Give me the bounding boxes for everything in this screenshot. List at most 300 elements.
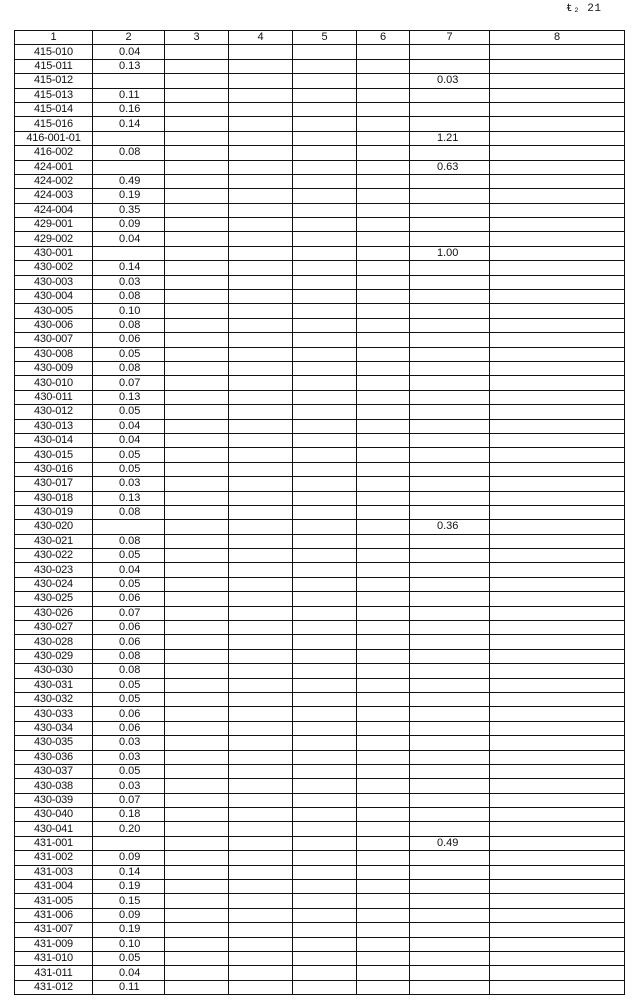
- cell-col8: [490, 952, 625, 966]
- cell-code: 415-013: [15, 88, 93, 102]
- cell-col2: 0.19: [93, 880, 165, 894]
- cell-col7: [410, 174, 490, 188]
- cell-col6: [357, 808, 410, 822]
- cell-col3: [165, 880, 229, 894]
- cell-code: 430-002: [15, 261, 93, 275]
- table-row: [15, 606, 625, 620]
- table-row: [15, 131, 625, 145]
- cell-col7: [410, 491, 490, 505]
- cell-col3: [165, 160, 229, 174]
- cell-col6: [357, 131, 410, 145]
- cell-col7: [410, 361, 490, 375]
- cell-col7: [410, 390, 490, 404]
- cell-col2: 0.08: [93, 318, 165, 332]
- table-row: [15, 448, 625, 462]
- cell-col8: [490, 232, 625, 246]
- table-row: [15, 621, 625, 635]
- cell-col4: [229, 390, 293, 404]
- table-body: [15, 45, 625, 995]
- cell-col7: [410, 678, 490, 692]
- cell-col6: [357, 59, 410, 73]
- table-row: [15, 793, 625, 807]
- cell-col4: [229, 880, 293, 894]
- cell-col7: [410, 952, 490, 966]
- cell-col2: 0.08: [93, 664, 165, 678]
- cell-col2: 0.14: [93, 865, 165, 879]
- cell-col7: [410, 793, 490, 807]
- cell-col8: [490, 45, 625, 59]
- cell-col6: [357, 865, 410, 879]
- cell-col4: [229, 563, 293, 577]
- column-header-2: 2: [93, 31, 165, 45]
- cell-col6: [357, 894, 410, 908]
- cell-col5: [293, 779, 357, 793]
- cell-col5: [293, 505, 357, 519]
- cell-col6: [357, 707, 410, 721]
- cell-col4: [229, 649, 293, 663]
- cell-col6: [357, 491, 410, 505]
- cell-col2: 0.03: [93, 275, 165, 289]
- cell-col4: [229, 851, 293, 865]
- cell-col3: [165, 577, 229, 591]
- table-row: [15, 333, 625, 347]
- table-row: [15, 218, 625, 232]
- cell-col5: [293, 966, 357, 980]
- cell-col4: [229, 246, 293, 260]
- cell-col6: [357, 448, 410, 462]
- table-row: [15, 707, 625, 721]
- cell-col6: [357, 477, 410, 491]
- cell-col7: [410, 750, 490, 764]
- cell-col8: [490, 563, 625, 577]
- cell-col5: [293, 275, 357, 289]
- cell-col5: [293, 160, 357, 174]
- cell-col2: 0.10: [93, 937, 165, 951]
- cell-code: 430-007: [15, 333, 93, 347]
- cell-code: 430-034: [15, 721, 93, 735]
- cell-col4: [229, 707, 293, 721]
- table-row: [15, 880, 625, 894]
- table-row: [15, 865, 625, 879]
- table-row: [15, 290, 625, 304]
- cell-col6: [357, 836, 410, 850]
- cell-col3: [165, 59, 229, 73]
- cell-col8: [490, 520, 625, 534]
- cell-col6: [357, 664, 410, 678]
- cell-col4: [229, 534, 293, 548]
- cell-col2: 0.10: [93, 304, 165, 318]
- cell-col2: 0.04: [93, 433, 165, 447]
- table-row: [15, 779, 625, 793]
- cell-col6: [357, 606, 410, 620]
- cell-col3: [165, 203, 229, 217]
- table-row: [15, 505, 625, 519]
- cell-col7: [410, 333, 490, 347]
- cell-col4: [229, 361, 293, 375]
- cell-code: 430-028: [15, 635, 93, 649]
- cell-col7: [410, 261, 490, 275]
- cell-col8: [490, 880, 625, 894]
- cell-col6: [357, 390, 410, 404]
- table-row: [15, 923, 625, 937]
- cell-col3: [165, 433, 229, 447]
- cell-col6: [357, 851, 410, 865]
- table-row: [15, 520, 625, 534]
- cell-col3: [165, 491, 229, 505]
- cell-col3: [165, 822, 229, 836]
- cell-col8: [490, 59, 625, 73]
- cell-col3: [165, 779, 229, 793]
- cell-col5: [293, 376, 357, 390]
- cell-code: 431-012: [15, 980, 93, 994]
- cell-col5: [293, 764, 357, 778]
- cell-col5: [293, 952, 357, 966]
- cell-col5: [293, 491, 357, 505]
- cell-code: 415-016: [15, 117, 93, 131]
- cell-col6: [357, 246, 410, 260]
- table-row: [15, 160, 625, 174]
- cell-col3: [165, 923, 229, 937]
- cell-col7: [410, 808, 490, 822]
- cell-col3: [165, 448, 229, 462]
- cell-col7: [410, 736, 490, 750]
- cell-col2: 0.05: [93, 549, 165, 563]
- cell-col2: [93, 160, 165, 174]
- cell-code: 424-004: [15, 203, 93, 217]
- cell-col6: [357, 649, 410, 663]
- cell-col5: [293, 793, 357, 807]
- page-number: ᵵ₂ 21: [566, 3, 602, 15]
- cell-col8: [490, 678, 625, 692]
- cell-col4: [229, 462, 293, 476]
- cell-col8: [490, 721, 625, 735]
- cell-col2: 0.07: [93, 606, 165, 620]
- cell-code: 424-001: [15, 160, 93, 174]
- table-row: [15, 534, 625, 548]
- cell-col3: [165, 45, 229, 59]
- cell-col2: 0.08: [93, 505, 165, 519]
- cell-col5: [293, 808, 357, 822]
- cell-col5: [293, 606, 357, 620]
- cell-col3: [165, 376, 229, 390]
- cell-col3: [165, 836, 229, 850]
- cell-col4: [229, 88, 293, 102]
- cell-col8: [490, 433, 625, 447]
- cell-col3: [165, 275, 229, 289]
- cell-col8: [490, 606, 625, 620]
- cell-code: 430-023: [15, 563, 93, 577]
- cell-col5: [293, 894, 357, 908]
- cell-col6: [357, 290, 410, 304]
- cell-col2: 0.05: [93, 462, 165, 476]
- cell-col4: [229, 74, 293, 88]
- cell-col4: [229, 793, 293, 807]
- cell-col3: [165, 750, 229, 764]
- cell-col4: [229, 333, 293, 347]
- cell-col2: 0.04: [93, 232, 165, 246]
- table-row: [15, 347, 625, 361]
- cell-col5: [293, 433, 357, 447]
- cell-code: 430-019: [15, 505, 93, 519]
- table-row: [15, 477, 625, 491]
- cell-col8: [490, 146, 625, 160]
- cell-col6: [357, 779, 410, 793]
- cell-col5: [293, 635, 357, 649]
- table-row: [15, 361, 625, 375]
- cell-col8: [490, 534, 625, 548]
- cell-col7: [410, 664, 490, 678]
- cell-code: 416-001-01: [15, 131, 93, 145]
- table-row: [15, 937, 625, 951]
- cell-col4: [229, 505, 293, 519]
- cell-col2: 0.05: [93, 952, 165, 966]
- cell-col3: [165, 721, 229, 735]
- table-row: [15, 203, 625, 217]
- cell-col5: [293, 721, 357, 735]
- cell-col5: [293, 203, 357, 217]
- cell-col3: [165, 520, 229, 534]
- cell-col7: [410, 433, 490, 447]
- cell-col6: [357, 462, 410, 476]
- column-header-1: 1: [15, 31, 93, 45]
- cell-col7: [410, 146, 490, 160]
- cell-col6: [357, 923, 410, 937]
- cell-col4: [229, 664, 293, 678]
- cell-col7: [410, 88, 490, 102]
- cell-col5: [293, 621, 357, 635]
- cell-col4: [229, 405, 293, 419]
- cell-col5: [293, 750, 357, 764]
- cell-col4: [229, 189, 293, 203]
- cell-col5: [293, 937, 357, 951]
- cell-col6: [357, 592, 410, 606]
- column-header-4: 4: [229, 31, 293, 45]
- cell-code: 431-009: [15, 937, 93, 951]
- cell-col8: [490, 160, 625, 174]
- cell-col2: 0.05: [93, 577, 165, 591]
- cell-col3: [165, 937, 229, 951]
- cell-code: 430-024: [15, 577, 93, 591]
- cell-col8: [490, 851, 625, 865]
- cell-col2: 0.05: [93, 764, 165, 778]
- cell-col3: [165, 966, 229, 980]
- cell-col2: 0.11: [93, 980, 165, 994]
- cell-code: 431-003: [15, 865, 93, 879]
- cell-col6: [357, 405, 410, 419]
- cell-col2: 0.08: [93, 146, 165, 160]
- cell-col6: [357, 174, 410, 188]
- table-row: [15, 908, 625, 922]
- cell-col4: [229, 419, 293, 433]
- cell-col7: [410, 347, 490, 361]
- cell-code: 431-004: [15, 880, 93, 894]
- cell-col5: [293, 333, 357, 347]
- table-row: [15, 304, 625, 318]
- cell-col4: [229, 290, 293, 304]
- cell-col6: [357, 45, 410, 59]
- table-row: [15, 736, 625, 750]
- cell-col4: [229, 59, 293, 73]
- cell-col5: [293, 117, 357, 131]
- cell-col2: 0.03: [93, 779, 165, 793]
- cell-col6: [357, 347, 410, 361]
- cell-col7: [410, 779, 490, 793]
- table-row: [15, 721, 625, 735]
- cell-col7: [410, 45, 490, 59]
- cell-col4: [229, 721, 293, 735]
- cell-code: 430-025: [15, 592, 93, 606]
- cell-col2: 0.06: [93, 707, 165, 721]
- cell-col2: 0.06: [93, 721, 165, 735]
- table-row: [15, 462, 625, 476]
- cell-code: 429-001: [15, 218, 93, 232]
- cell-col7: [410, 966, 490, 980]
- cell-col3: [165, 218, 229, 232]
- cell-col5: [293, 477, 357, 491]
- cell-col6: [357, 793, 410, 807]
- cell-col7: [410, 764, 490, 778]
- cell-col3: [165, 462, 229, 476]
- cell-col5: [293, 88, 357, 102]
- table-row: [15, 45, 625, 59]
- cell-col7: [410, 692, 490, 706]
- cell-col8: [490, 174, 625, 188]
- cell-col3: [165, 117, 229, 131]
- table-row: [15, 808, 625, 822]
- table-row: [15, 102, 625, 116]
- cell-col3: [165, 333, 229, 347]
- cell-col8: [490, 189, 625, 203]
- cell-col2: [93, 836, 165, 850]
- cell-col3: [165, 347, 229, 361]
- cell-col5: [293, 851, 357, 865]
- cell-col5: [293, 736, 357, 750]
- cell-col7: [410, 621, 490, 635]
- cell-col8: [490, 376, 625, 390]
- cell-col8: [490, 649, 625, 663]
- cell-col8: [490, 808, 625, 822]
- cell-code: 430-031: [15, 678, 93, 692]
- cell-code: 430-003: [15, 275, 93, 289]
- cell-col4: [229, 923, 293, 937]
- cell-col4: [229, 117, 293, 131]
- table-row: [15, 692, 625, 706]
- cell-col6: [357, 549, 410, 563]
- cell-col8: [490, 592, 625, 606]
- cell-col4: [229, 736, 293, 750]
- cell-col2: 0.14: [93, 117, 165, 131]
- cell-col6: [357, 189, 410, 203]
- table-row: [15, 246, 625, 260]
- cell-col7: [410, 102, 490, 116]
- cell-col4: [229, 232, 293, 246]
- cell-col2: [93, 131, 165, 145]
- cell-col3: [165, 808, 229, 822]
- cell-code: 430-038: [15, 779, 93, 793]
- cell-col5: [293, 534, 357, 548]
- cell-col8: [490, 966, 625, 980]
- cell-code: 430-012: [15, 405, 93, 419]
- cell-col7: [410, 477, 490, 491]
- cell-col7: [410, 534, 490, 548]
- cell-col4: [229, 822, 293, 836]
- cell-col4: [229, 836, 293, 850]
- cell-col6: [357, 505, 410, 519]
- cell-col5: [293, 448, 357, 462]
- cell-col6: [357, 880, 410, 894]
- cell-col4: [229, 966, 293, 980]
- cell-col3: [165, 174, 229, 188]
- cell-code: 430-033: [15, 707, 93, 721]
- cell-col8: [490, 203, 625, 217]
- table-row: [15, 74, 625, 88]
- cell-col6: [357, 621, 410, 635]
- cell-col5: [293, 318, 357, 332]
- cell-col5: [293, 347, 357, 361]
- table-row: [15, 405, 625, 419]
- cell-col4: [229, 808, 293, 822]
- cell-col2: 0.20: [93, 822, 165, 836]
- cell-col5: [293, 822, 357, 836]
- cell-col7: [410, 592, 490, 606]
- cell-col4: [229, 433, 293, 447]
- cell-col5: [293, 146, 357, 160]
- table-row: [15, 750, 625, 764]
- header-row: [15, 31, 625, 45]
- cell-col5: [293, 232, 357, 246]
- cell-col8: [490, 577, 625, 591]
- cell-col3: [165, 419, 229, 433]
- cell-col6: [357, 750, 410, 764]
- cell-col4: [229, 908, 293, 922]
- cell-col8: [490, 347, 625, 361]
- cell-code: 430-039: [15, 793, 93, 807]
- cell-col3: [165, 131, 229, 145]
- cell-code: 430-005: [15, 304, 93, 318]
- cell-col7: [410, 606, 490, 620]
- cell-code: 431-010: [15, 952, 93, 966]
- cell-col7: [410, 980, 490, 994]
- cell-col3: [165, 88, 229, 102]
- cell-col7: [410, 880, 490, 894]
- cell-col7: [410, 649, 490, 663]
- column-header-8: 8: [490, 31, 625, 45]
- cell-col4: [229, 376, 293, 390]
- cell-col7: 0.63: [410, 160, 490, 174]
- cell-col3: [165, 304, 229, 318]
- cell-col8: [490, 88, 625, 102]
- table-row: [15, 261, 625, 275]
- cell-col7: 0.03: [410, 74, 490, 88]
- cell-col7: [410, 290, 490, 304]
- column-header-3: 3: [165, 31, 229, 45]
- cell-col3: [165, 405, 229, 419]
- cell-col8: [490, 707, 625, 721]
- cell-code: 415-010: [15, 45, 93, 59]
- cell-col6: [357, 952, 410, 966]
- cell-col8: [490, 621, 625, 635]
- cell-col2: 0.05: [93, 692, 165, 706]
- cell-col2: 0.18: [93, 808, 165, 822]
- cell-code: 430-017: [15, 477, 93, 491]
- cell-col3: [165, 635, 229, 649]
- cell-col2: 0.05: [93, 448, 165, 462]
- cell-col3: [165, 549, 229, 563]
- cell-col4: [229, 937, 293, 951]
- cell-col3: [165, 534, 229, 548]
- cell-col8: [490, 275, 625, 289]
- cell-col5: [293, 923, 357, 937]
